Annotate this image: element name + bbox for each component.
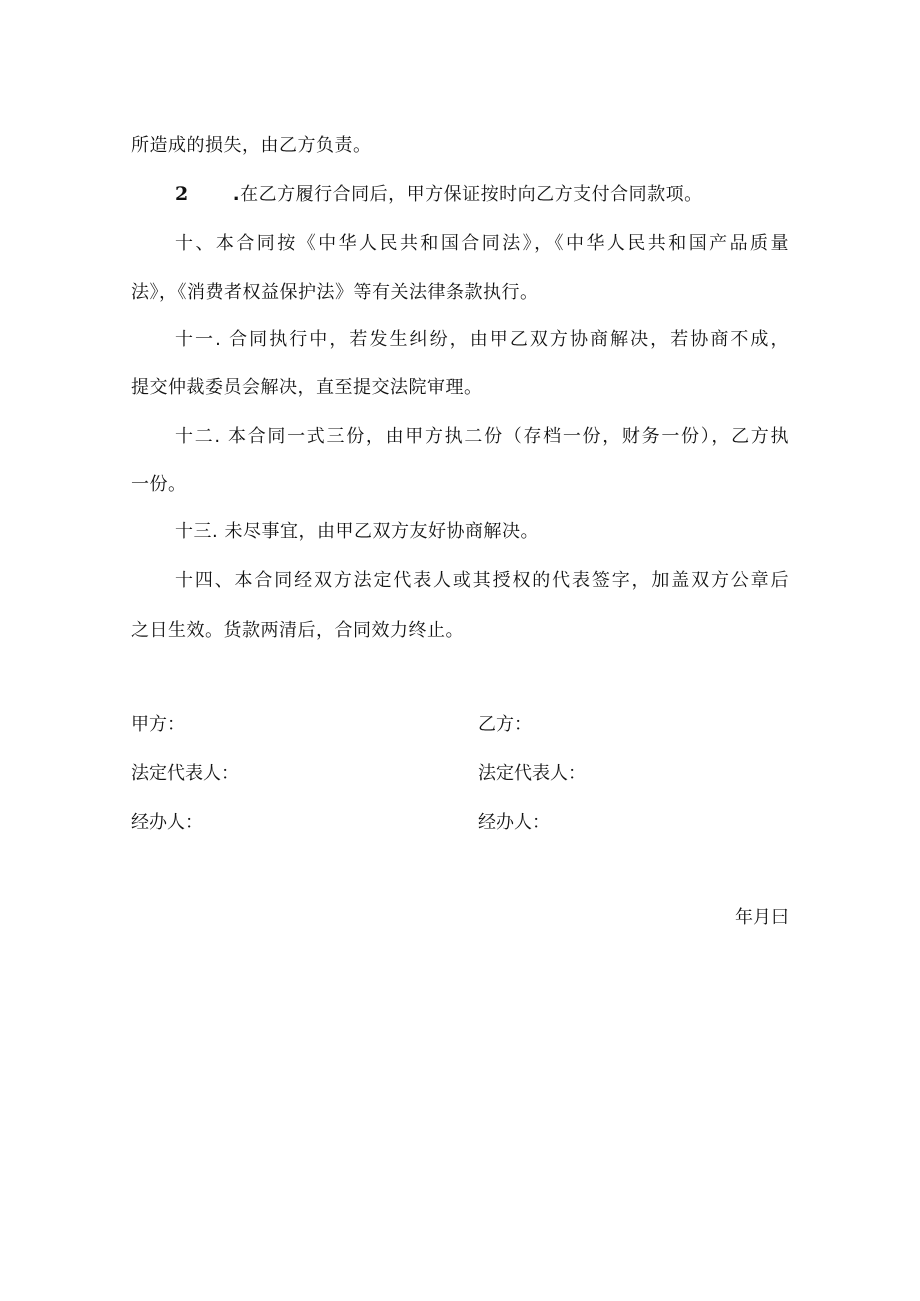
clause-14-line-2: 之日生效。货款两清后，合同效力终止。 (131, 620, 464, 641)
clause-11-line-2: 提交仲裁委员会解决，直至提交法院审理。 (131, 377, 483, 398)
clause-10-line-2: 法》，《消费者权益保护法》等有关法律条款执行。 (131, 282, 539, 303)
party-a-label: 甲方： (131, 714, 185, 735)
handler-b-label: 经办人： (478, 812, 550, 833)
clause-14-line-1: 十四、本合同经双方法定代表人或其授权的代表签字，加盖双方公章后 (175, 570, 789, 591)
legal-rep-b-label: 法定代表人： (478, 763, 586, 784)
clause-13-line: 十三. 未尽事宜，由甲乙双方友好协商解决。 (175, 521, 539, 542)
clause-number: 2 (175, 183, 189, 205)
clause-text: 在乙方履行合同后，甲方保证按时向乙方支付合同款项。 (240, 184, 703, 205)
handler-a-label: 经办人： (131, 812, 203, 833)
clause-dot: . (232, 184, 241, 205)
clause-10-line-1: 十、本合同按《中华人民共和国合同法》，《中华人民共和国产品质量 (175, 233, 789, 254)
clause-12-line-2: 一份。 (131, 474, 187, 495)
legal-rep-a-label: 法定代表人： (131, 763, 239, 784)
clause-2-line (175, 182, 703, 207)
clause-12-line-1: 十二. 本合同一式三份，由甲方执二份（存档一份，财务一份），乙方执 (175, 426, 789, 447)
date-label: 年月曰 (735, 907, 789, 928)
party-b-label: 乙方： (478, 714, 532, 735)
paragraph-line: 所造成的损失，由乙方负责。 (131, 135, 372, 156)
clause-11-line-1: 十一. 合同执行中，若发生纠纷，由甲乙双方协商解决，若协商不成， (175, 329, 789, 350)
